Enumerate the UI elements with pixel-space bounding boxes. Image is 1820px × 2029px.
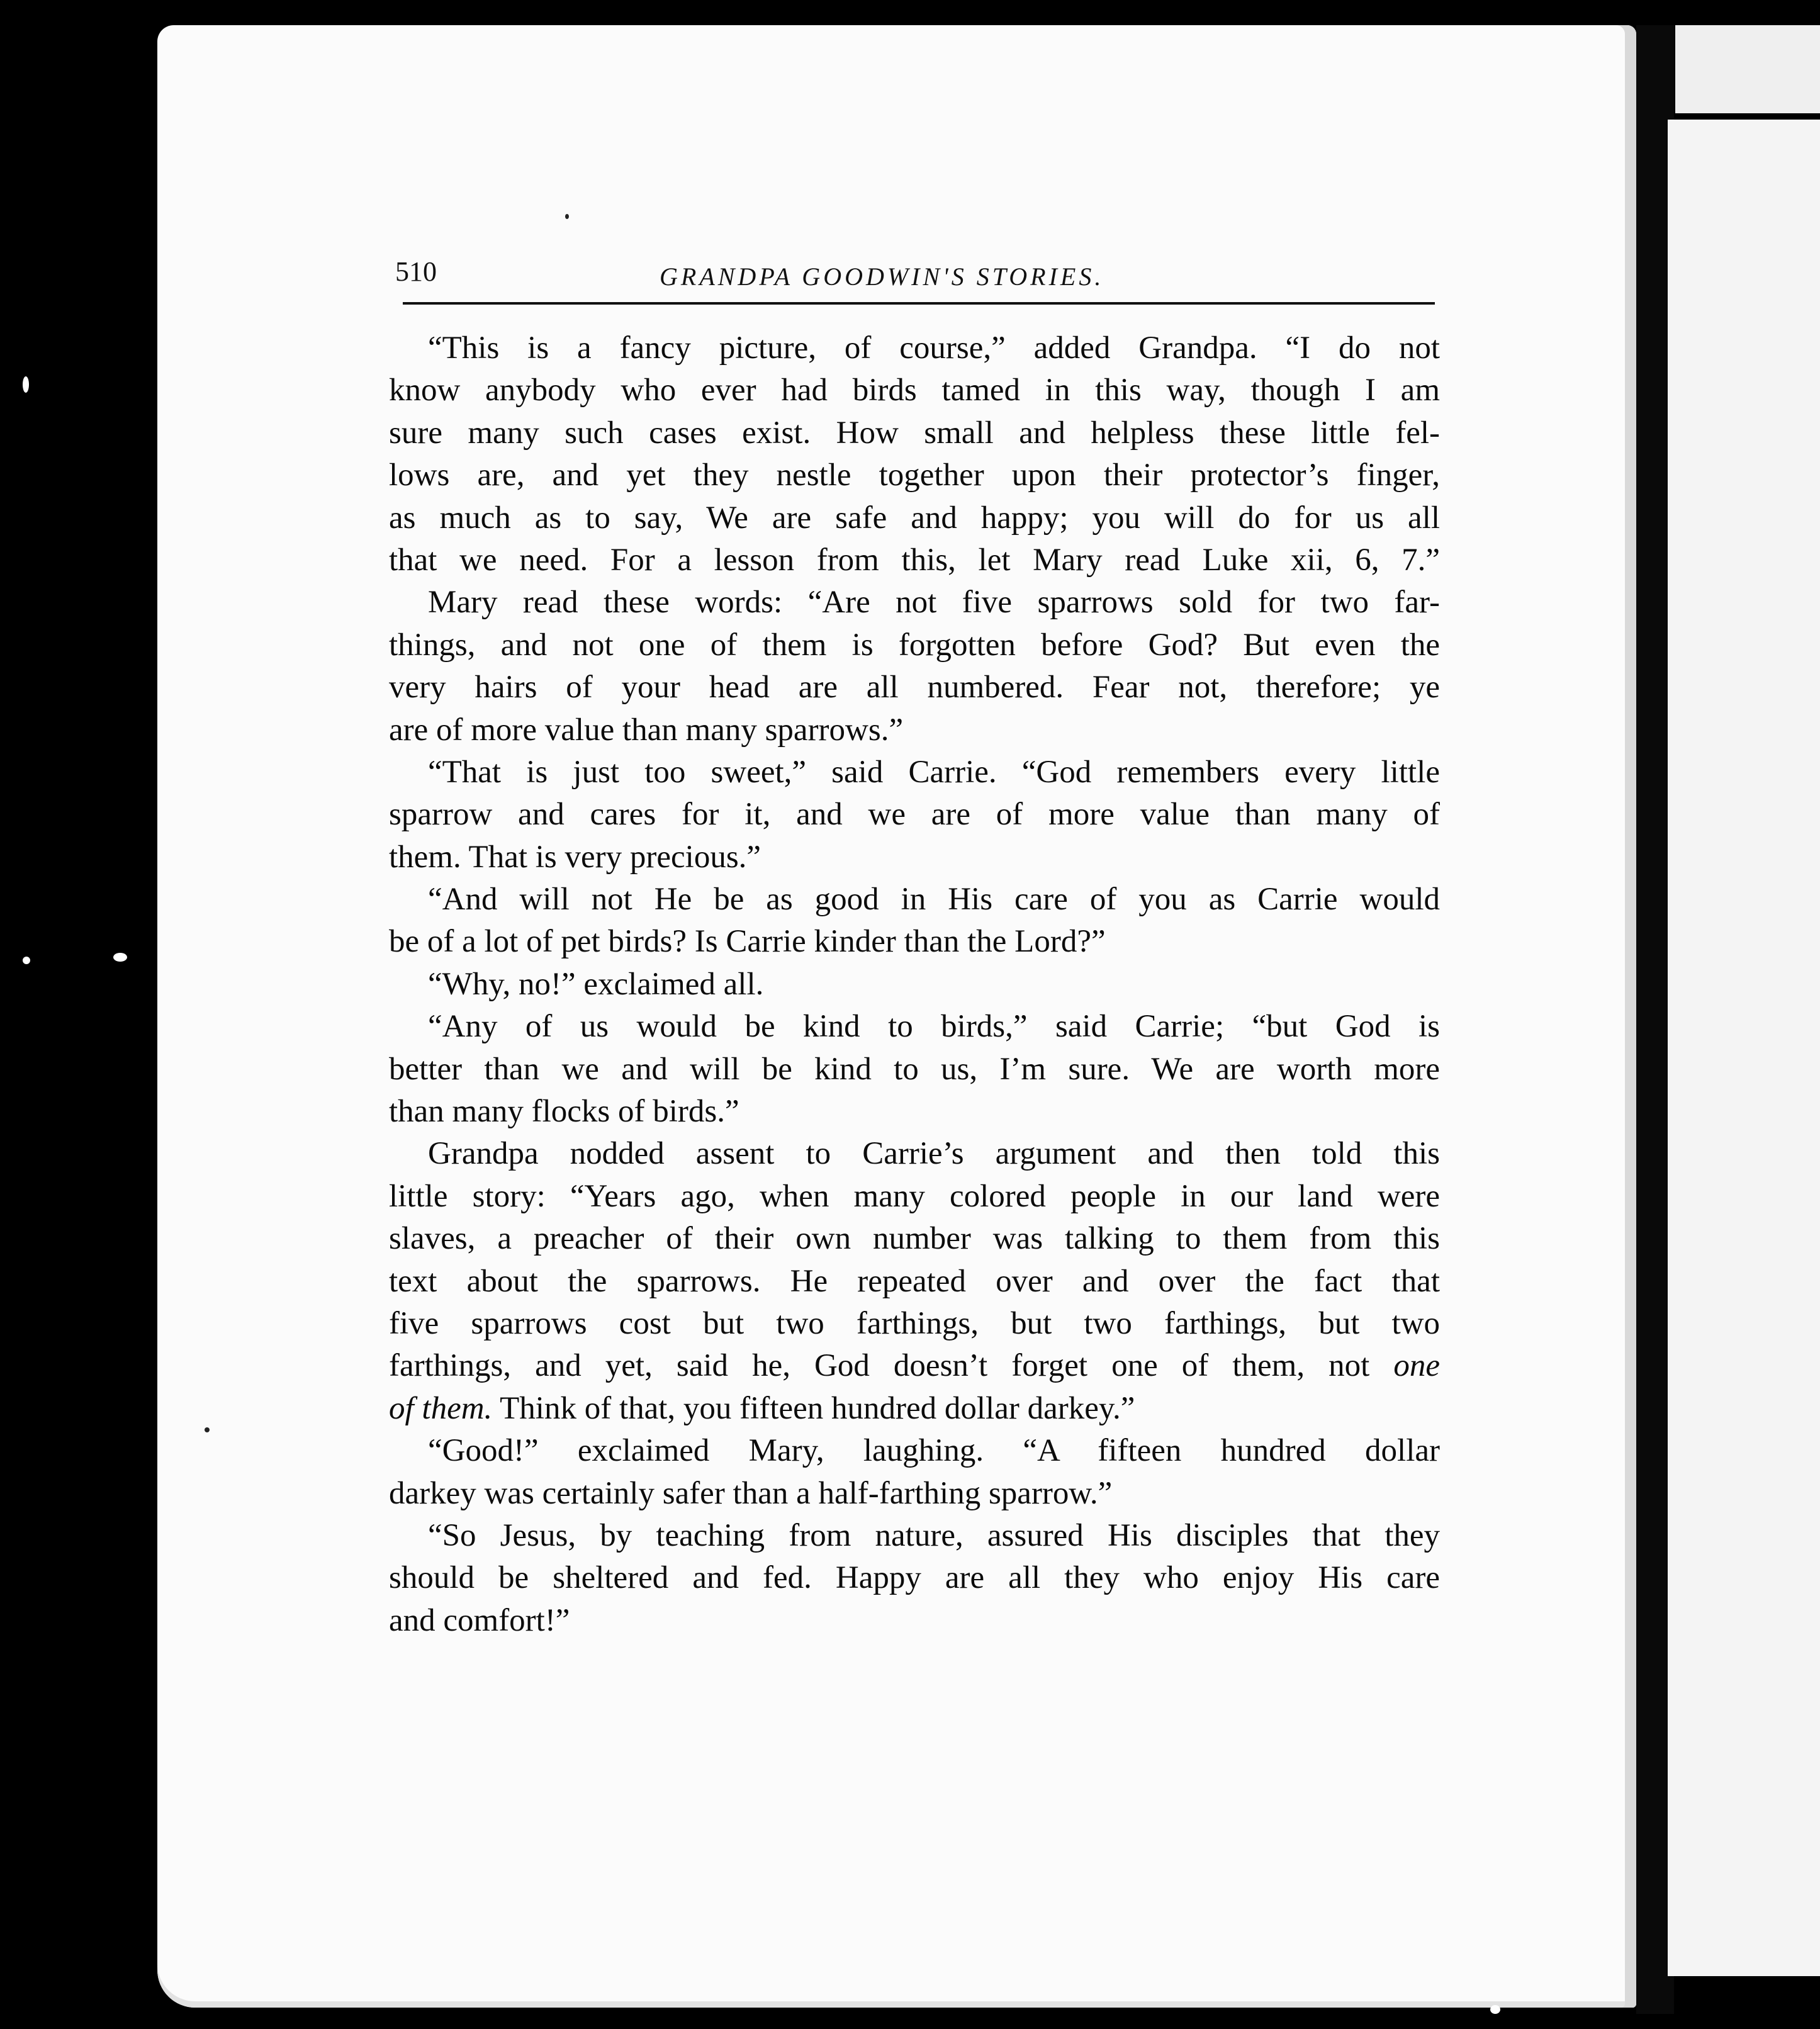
italic-text: of them. xyxy=(389,1390,493,1426)
facing-page-edge xyxy=(1668,120,1820,1976)
text-line: text about the sparrows. He repeated over and over the fact that xyxy=(389,1263,1440,1299)
page-number: 510 xyxy=(395,256,437,287)
text-line: “So Jesus, by teaching from nature, assured His disciples that they xyxy=(428,1517,1440,1553)
text-line: “And will not He be as good in His care of you as Carrie would xyxy=(428,882,1440,918)
italic-text: one xyxy=(1393,1348,1440,1384)
text-line: know anybody who ever had birds tamed in this way, though I am xyxy=(389,373,1440,408)
text-line: “Good!” exclaimed Mary, laughing. “A fifteen hundred dollar xyxy=(428,1433,1440,1469)
body-text xyxy=(389,327,1440,1642)
text-line: Mary read these words: “Are not five sparrows sold for two far- xyxy=(428,585,1440,621)
text-segment: farthings, and yet, said he, God doesn’t forget one of them, not xyxy=(389,1348,1370,1384)
text-line: Grandpa nodded assent to Carrie’s argument and then told this xyxy=(428,1136,1440,1172)
scan-speck xyxy=(113,953,127,962)
text-line: five sparrows cost but two farthings, but two farthings, but two xyxy=(389,1305,1440,1341)
text-line: “This is a fancy picture, of course,” added Grandpa. “I do not xyxy=(428,330,1440,366)
text-line: than many flocks of birds.” xyxy=(389,1094,739,1130)
text-segment: Think of that, you fifteen hundred dollar darkey.” xyxy=(500,1390,1135,1426)
text-line: slaves, a preacher of their own number was talking to them from this xyxy=(389,1221,1440,1257)
scan-speck xyxy=(205,1427,210,1432)
page-header xyxy=(395,250,1440,301)
text-line: “Why, no!” exclaimed all. xyxy=(428,966,764,1002)
scan-speck xyxy=(23,957,30,964)
scan-speck xyxy=(1490,2005,1500,2014)
text-line: and comfort!” xyxy=(389,1602,570,1638)
text-line: better than we and will be kind to us, I’m sure. We are worth more xyxy=(389,1051,1440,1087)
text-line: darkey was certainly safer than a half-farthing sparrow.” xyxy=(389,1475,1113,1511)
text-line: little story: “Years ago, when many colored people in our land were xyxy=(389,1178,1440,1214)
text-line: lows are, and yet they nestle together upon their protector’s finger, xyxy=(389,458,1440,493)
text-line: “That is just too sweet,” said Carrie. “God remembers every little xyxy=(428,754,1440,790)
text-line: are of more value than many sparrows.” xyxy=(389,712,904,748)
text-line: things, and not one of them is forgotten before God? But even the xyxy=(389,627,1440,663)
scan-speck xyxy=(23,376,29,393)
text-line: very hairs of your head are all numbered. Fear not, therefore; ye xyxy=(389,670,1440,705)
header-rule xyxy=(403,302,1435,305)
text-line: sure many such cases exist. How small and helpless these little fel- xyxy=(389,415,1440,451)
text-line: “Any of us would be kind to birds,” said Carrie; “but God is xyxy=(428,1009,1440,1045)
text-line: that we need. For a lesson from this, let Mary read Luke xii, 6, 7.” xyxy=(389,542,1440,578)
scan-speck xyxy=(565,214,569,219)
text-line: as much as to say, We are safe and happy; you will do for us all xyxy=(389,500,1440,536)
text-line xyxy=(389,1345,1440,1387)
running-head: GRANDPA GOODWIN'S STORIES. xyxy=(660,262,1104,291)
text-line: sparrow and cares for it, and we are of more value than many of xyxy=(389,797,1440,833)
text-line: them. That is very precious.” xyxy=(389,839,761,875)
text-line: should be sheltered and fed. Happy are all they who enjoy His care xyxy=(389,1560,1440,1596)
text-line: be of a lot of pet birds? Is Carrie kinder than the Lord?” xyxy=(389,924,1106,960)
facing-page-edge-top xyxy=(1675,25,1820,113)
text-line xyxy=(389,1388,1440,1430)
